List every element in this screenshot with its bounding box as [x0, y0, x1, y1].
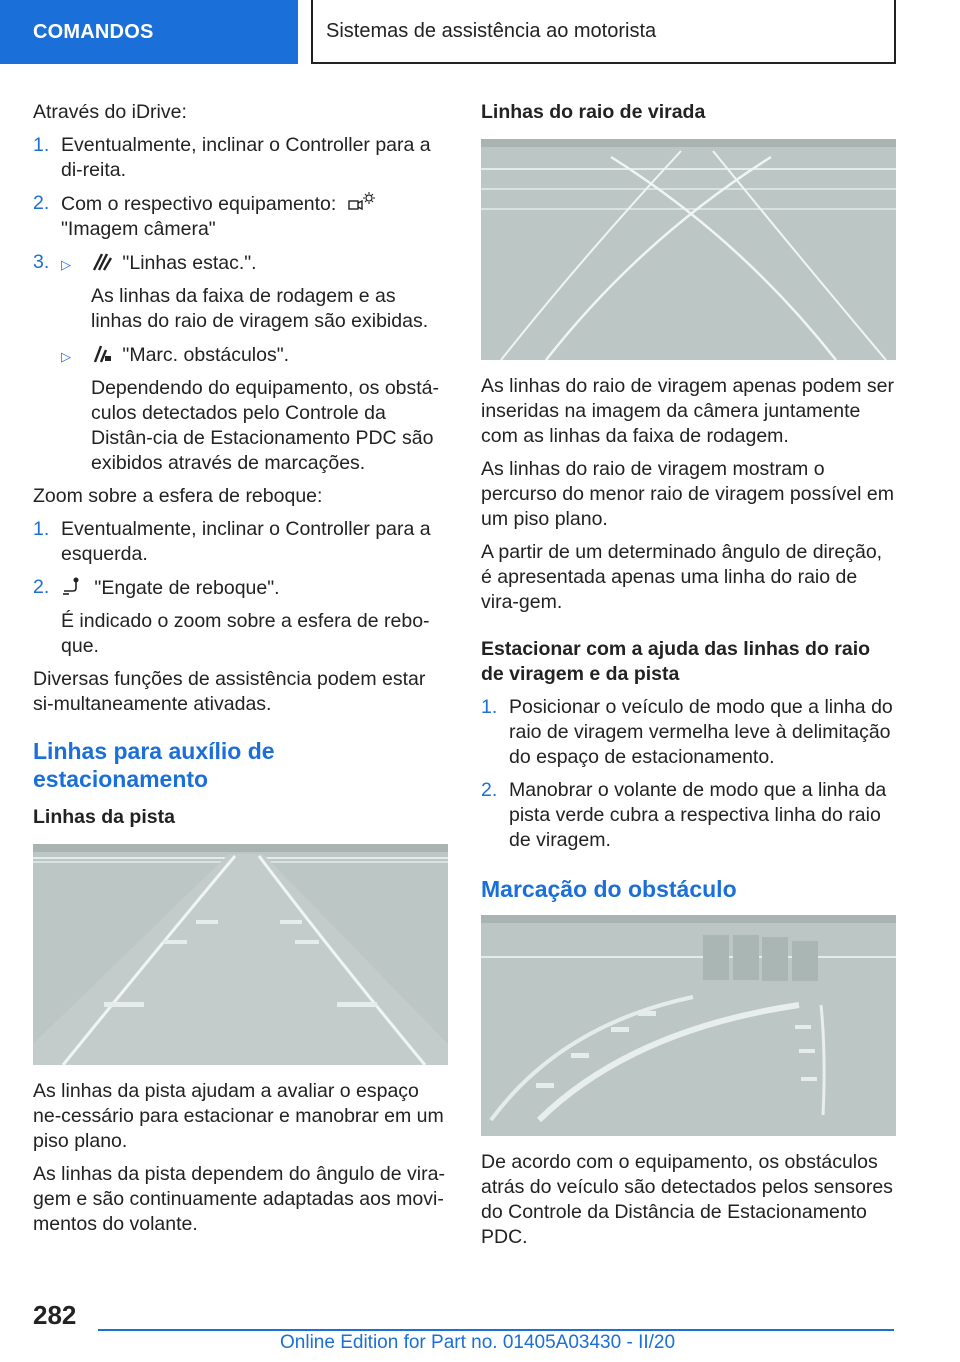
step-number: 1. [33, 134, 50, 156]
step-number: 2. [33, 192, 50, 214]
parking-lines-icon [91, 250, 113, 272]
section-label: COMANDOS [33, 20, 154, 43]
lane-paragraph-1: As linhas da pista ajudam a avaliar o espaço ne-cessário para estacionar e manobrar em um piso plano. [33, 1080, 444, 1152]
section-heading: Marcação do obstáculo [481, 876, 737, 902]
subsection-heading: Estacionar com a ajuda das linhas do raio de viragem e da pista [481, 638, 871, 685]
list-item [33, 517, 448, 567]
step-text-after: "Imagem câmera" [61, 218, 216, 240]
section-heading: Linhas para auxílio de estacionamento [33, 738, 275, 792]
step-text: Eventualmente, inclinar o Controller para a esquerda. [61, 518, 431, 565]
step-number: 1. [33, 518, 50, 540]
list-item [33, 133, 448, 183]
step-number: 3. [33, 251, 50, 273]
sub-item-label: "Marc. obstáculos". [122, 344, 290, 366]
camera-settings-icon [346, 191, 376, 213]
page-number: 282 [33, 1300, 77, 1330]
step-text: Manobrar o volante de modo que a linha da pista verde cubra a respectiva linha do raio de viragem. [509, 779, 887, 851]
trailer-hitch-icon [61, 575, 85, 597]
chapter-title: Sistemas de assistência ao motorista [326, 19, 657, 42]
footer-divider [98, 1329, 894, 1331]
sub-item-parking-lines [61, 250, 448, 334]
lane-lines-image [33, 844, 448, 1065]
list-item [33, 191, 448, 242]
step-number: 2. [481, 779, 498, 801]
subsection-heading: Linhas da pista [33, 806, 175, 828]
turn-paragraph-1: As linhas do raio de viragem apenas podem ser inseridas na imagem da câmera juntamente com as linhas da faixa de rodagem. [481, 375, 894, 447]
multi-function-note: Diversas funções de assistência podem estar si-multaneamente ativadas. [33, 668, 426, 715]
edition-note: Online Edition for Part no. 01405A03430 - II/20 [280, 1332, 676, 1353]
obstacle-paragraph: De acordo com o equipamento, os obstáculos atrás do veículo são detectados pelos sensores do Controle da Distância de Estacionamento PDC. [481, 1151, 893, 1248]
subsection-heading: Linhas do raio de virada [481, 101, 706, 123]
triangle-bullet-icon: ▷ [61, 349, 71, 364]
step-text [61, 191, 448, 242]
turn-paragraph-3: A partir de um determinado ângulo de direção, é apresentada apenas uma linha do raio de vira-gem. [481, 541, 883, 613]
right-column [481, 100, 897, 1258]
list-item [481, 778, 897, 853]
list-item [33, 250, 448, 476]
step-text-before: Com o respectivo equipamento: [61, 193, 337, 215]
turn-paragraph-2: As linhas do raio de viragem mostram o percurso do menor raio de viragem possível em um piso plano. [481, 458, 894, 530]
step-text: Eventualmente, inclinar o Controller para a di-reita. [61, 134, 431, 181]
step-description: É indicado o zoom sobre a esfera de rebo-que. [61, 610, 430, 657]
step-text: Posicionar o veículo de modo que a linha do raio de viragem vermelha leve à delimitação do espaço de estacionamento. [509, 696, 893, 768]
chapter-header [311, 0, 896, 64]
obstacle-marking-icon [91, 342, 113, 364]
sub-item-description: As linhas da faixa de rodagem e as linhas do raio de viragem são exibidas. [91, 285, 429, 332]
triangle-bullet-icon: ▷ [61, 257, 71, 272]
lane-paragraph-2: As linhas da pista dependem do ângulo de vira-gem e são continuamente adaptadas aos movi-mentos do volante. [33, 1163, 445, 1235]
section-tab [0, 0, 298, 64]
zoom-intro: Zoom sobre a esfera de reboque: [33, 485, 323, 507]
left-column [33, 100, 448, 1245]
sub-item-obstacle-marks [61, 342, 448, 476]
turning-radius-image [481, 139, 896, 360]
step-text: "Engate de reboque". [94, 577, 280, 599]
idrive-intro: Através do iDrive: [33, 101, 187, 123]
step-number: 1. [481, 696, 498, 718]
obstacle-marking-image [481, 915, 896, 1136]
step-number: 2. [33, 576, 50, 598]
list-item [33, 575, 448, 659]
sub-item-description: Dependendo do equipamento, os obstá-culos detectados pelo Controle da Distân-cia de Estacionamento PDC são exibidos através de marcações. [91, 377, 440, 474]
sub-item-label: "Linhas estac.". [122, 252, 257, 274]
list-item [481, 695, 897, 770]
